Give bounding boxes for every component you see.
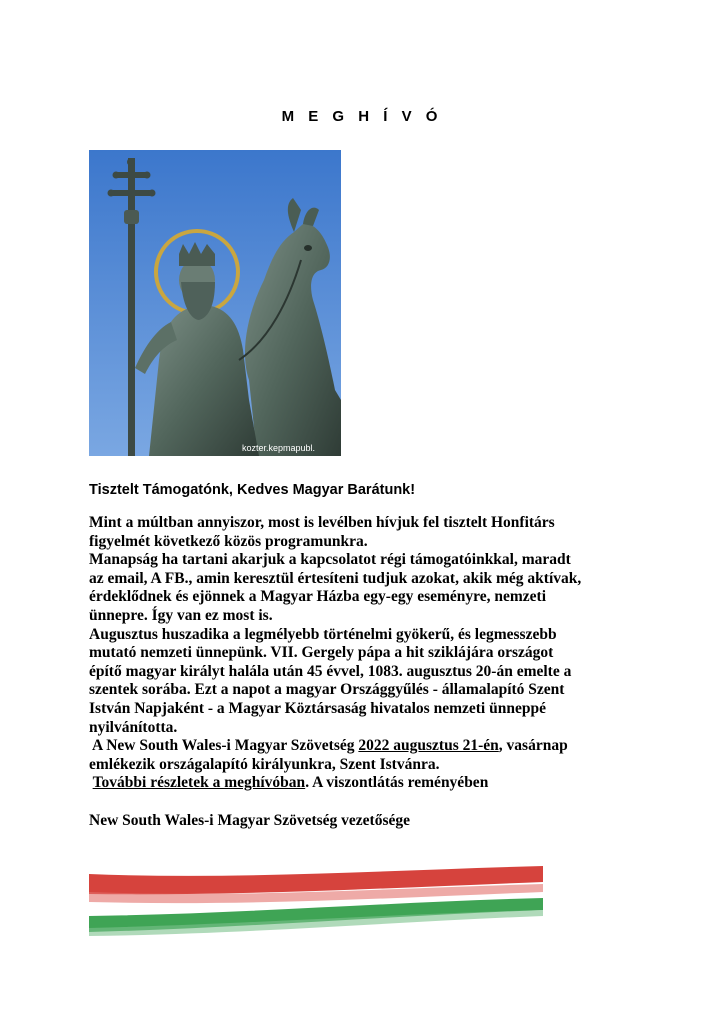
event-date: 2022 augusztus 21-én [358,737,499,755]
body-line: érdeklődnek és ejönnek a Magyar Házba egy-egy eseményre, nemzeti [89,588,547,606]
body-line: szentek sorába. Ezt a napot a magyar Országgyűlés - államalapító Szent [89,681,565,699]
paragraph-spacer [89,793,649,812]
photo-watermark: kozter.kepmapubl. [241,443,315,453]
body-line: építő magyar királyt halála után 45 évvel, 1083. augusztus 20-án emelte a [89,662,572,680]
statue-photo [89,150,341,456]
event-date-suffix: , vasárnap [498,737,568,755]
body-line: Manapság ha tartani akarjuk a kapcsolatot régi támogatóinkkal, maradt [89,551,571,569]
event-date-line [89,737,649,756]
greeting: Tisztelt Támogatónk, Kedves Magyar Barátunk! [89,482,416,498]
invitation-title: M E G H Í V Ó [281,108,443,125]
body-line: nyilvánította. [89,718,178,736]
body-line: István Napjaként - a Magyar Köztársaság hivatalos nemzeti ünneppé [89,699,546,717]
body-line: Augusztus huszadika a legmélyebb történelmi gyökerű, és legmesszebb [89,625,557,643]
body-line: Mint a múltban annyiszor, most is levélben hívjuk fel tisztelt Honfitárs [89,514,555,531]
signature: New South Wales-i Magyar Szövetség vezetősége [89,811,410,829]
body-line: az email, A FB., amin keresztül értesíteni tudjuk azokat, akik még aktívak, [89,569,582,587]
body-line: figyelmét következő közös programunkra. [89,532,368,550]
event-date-prefix: A New South Wales-i Magyar Szövetség [89,737,359,755]
body-line: mutató nemzeti ünnepünk. VII. Gergely pápa a hit sziklájára országot [89,644,554,662]
body-line: ünnepre. Így van ez most is. [89,606,273,624]
details-link[interactable]: További részletek a meghívóban [92,774,306,792]
letter-body [89,514,649,830]
details-line [89,774,649,793]
details-suffix: . A viszontlátás reményében [305,774,489,792]
body-line: emlékezik országalapító királyunkra, Szent Istvánra. [89,755,440,773]
flag-ribbon [89,866,543,936]
